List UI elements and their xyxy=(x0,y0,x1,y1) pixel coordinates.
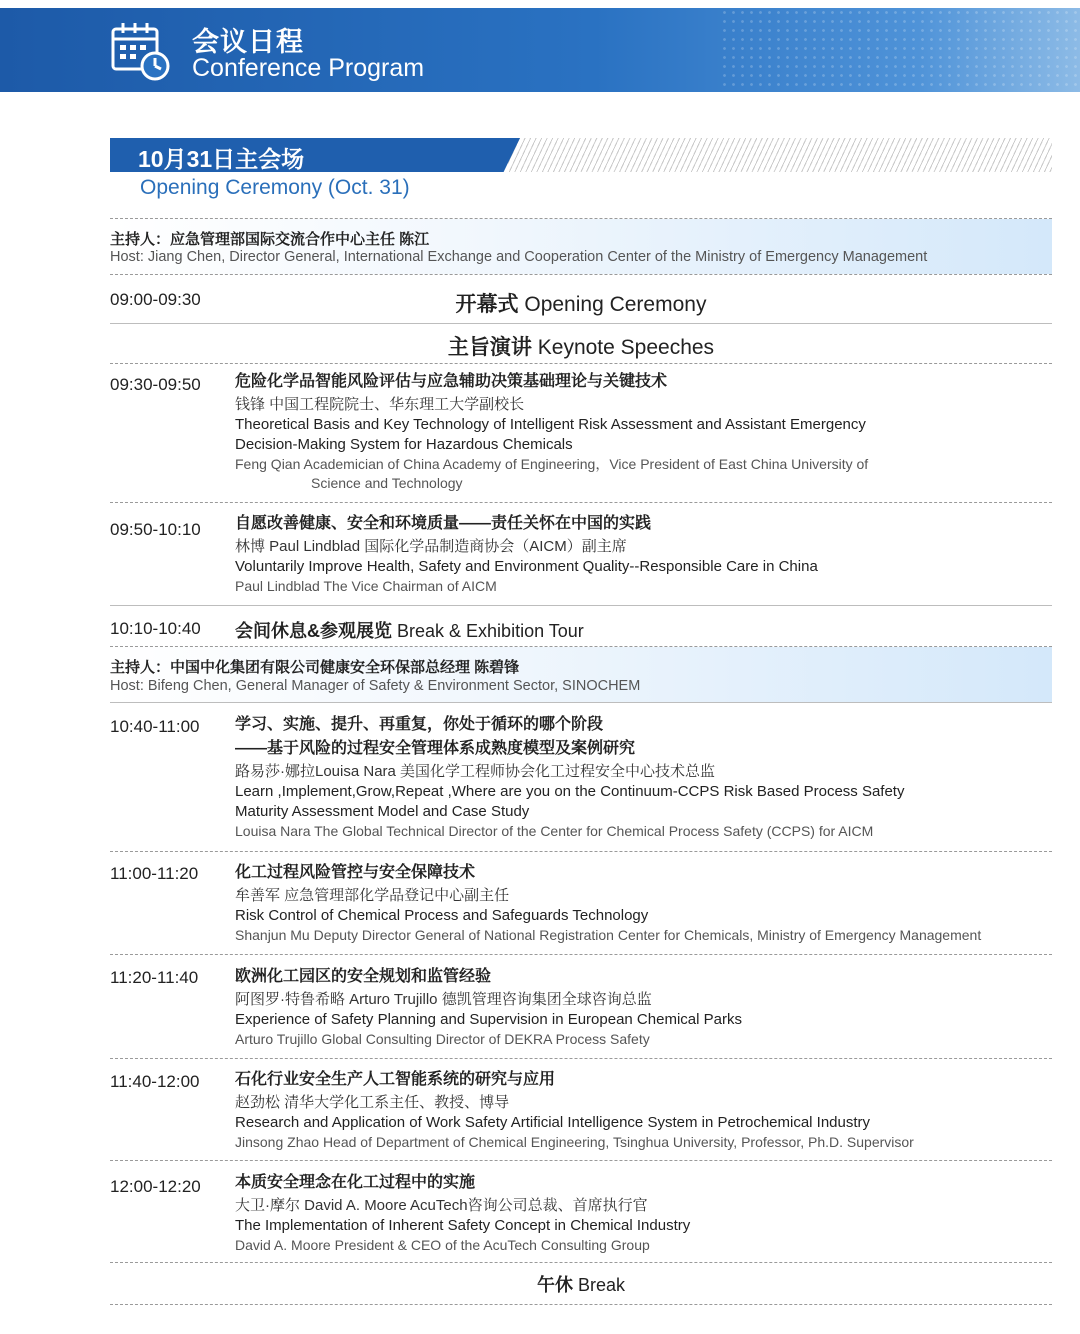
break-title-cn: 会间休息&参观展览 xyxy=(235,621,392,641)
session-title-en: Theoretical Basis and Key Technology of Intelligent Risk Assessment and Assistant Emergency xyxy=(235,416,866,433)
section-label: 10月31日主会场 xyxy=(138,146,305,172)
host-en: Host: Bifeng Chen, General Manager of Safety & Environment Sector, SINOCHEM xyxy=(110,678,641,694)
session-title-en: Research and Application of Work Safety Artificial Intelligence System in Petrochemical Industry xyxy=(235,1114,871,1131)
session-title-cn: 欧洲化工园区的安全规划和监管经验 xyxy=(235,968,492,985)
session-speaker-cn: 牟善军 应急管理部化学品登记中心副主任 xyxy=(235,887,510,904)
divider xyxy=(110,954,1052,955)
session-affiliation-en: David A. Moore President & CEO of the AcuTech Consulting Group xyxy=(235,1237,650,1253)
session-title-en: Maturity Assessment Model and Case Study xyxy=(235,803,530,820)
divider xyxy=(110,1160,1052,1161)
session-title-cn: 化工过程风险管控与安全保障技术 xyxy=(235,864,476,881)
session-block xyxy=(235,861,1065,945)
session-title-en: The Implementation of Inherent Safety Concept in Chemical Industry xyxy=(235,1217,691,1234)
session-title-en: Decision-Making System for Hazardous Chemicals xyxy=(235,436,573,453)
opening-title xyxy=(110,288,1052,318)
session-speaker-cn: 大卫·摩尔 David A. Moore AcuTech咨询公司总裁、首席执行官 xyxy=(235,1197,648,1214)
host-cn: 主持人：应急管理部国际交流合作中心主任 陈江 xyxy=(110,231,430,248)
session-block xyxy=(235,512,1065,596)
lunch-title-cn: 午休 xyxy=(536,1275,573,1295)
session-time: 09:30-09:50 xyxy=(110,375,201,394)
header-banner xyxy=(0,8,1080,92)
session-time: 10:10-10:40 xyxy=(110,619,201,638)
session-time: 11:40-12:00 xyxy=(110,1072,200,1091)
divider xyxy=(110,1058,1052,1059)
opening-title-en: Opening Ceremony xyxy=(524,293,707,316)
section-bar xyxy=(110,138,1052,172)
lunch-title-en: Break xyxy=(577,1275,626,1295)
session-title-cn: 危险化学品智能风险评估与应急辅助决策基础理论与关键技术 xyxy=(235,373,668,390)
keynote-title xyxy=(110,331,1052,361)
session-affiliation-en: Paul Lindblad The Vice Chairman of AICM xyxy=(235,578,497,594)
session-block xyxy=(235,1171,1065,1255)
keynote-title-en: Keynote Speeches xyxy=(537,336,715,359)
section-hatch-pattern xyxy=(508,138,1052,172)
host-cn: 主持人：中国中化集团有限公司健康安全环保部总经理 陈碧锋 xyxy=(110,659,520,676)
keynote-title-cn: 主旨演讲 xyxy=(447,336,532,359)
session-block xyxy=(235,1068,1065,1152)
session-speaker-cn: 阿图罗·特鲁希略 Arturo Trujillo 德凯管理咨询集团全球咨询总监 xyxy=(235,991,652,1008)
session-affiliation-en: Arturo Trujillo Global Consulting Director of DEKRA Process Safety xyxy=(235,1031,650,1047)
divider xyxy=(110,1262,1052,1263)
banner-dot-pattern xyxy=(720,8,1080,92)
session-block xyxy=(235,370,1065,493)
session-time: 09:00-09:30 xyxy=(110,290,201,309)
divider xyxy=(110,502,1052,503)
session-block xyxy=(235,965,1065,1049)
divider xyxy=(110,605,1052,606)
session-speaker-cn: 赵劲松 清华大学化工系主任、教授、博导 xyxy=(235,1094,510,1111)
session-title-cn: 自愿改善健康、安全和环境质量——责任关怀在中国的实践 xyxy=(235,515,652,532)
session-title-en: Experience of Safety Planning and Supervision in European Chemical Parks xyxy=(235,1011,742,1028)
section-subtitle: Opening Ceremony (Oct. 31) xyxy=(140,176,410,199)
session-block xyxy=(235,713,1065,841)
session-time: 12:00-12:20 xyxy=(110,1177,201,1196)
session-affiliation-en: Shanjun Mu Deputy Director General of National Registration Center for Chemicals, Ministry of Emergency Management xyxy=(235,927,982,943)
lunch-title xyxy=(110,1271,1052,1297)
session-title-en: Risk Control of Chemical Process and Safeguards Technology xyxy=(235,907,649,924)
divider xyxy=(110,274,1052,275)
session-title-en: Learn ,Implement,Grow,Repeat ,Where are you on the Continuum-CCPS Risk Based Process Safety xyxy=(235,783,905,800)
opening-title-cn: 开幕式 xyxy=(455,293,519,316)
session-time: 11:00-11:20 xyxy=(110,864,199,883)
header-title-cn: 会议日程 xyxy=(192,27,304,57)
session-title-cn: 本质安全理念在化工过程中的实施 xyxy=(235,1174,476,1191)
session-affiliation-en: Louisa Nara The Global Technical Director of the Center for Chemical Process Safety (CCPS) for AICM xyxy=(235,823,874,839)
divider xyxy=(110,363,1052,364)
session-title-cn-2: ——基于风险的过程安全管理体系成熟度模型及案例研究 xyxy=(235,740,636,757)
break-title xyxy=(235,617,584,643)
host-en: Host: Jiang Chen, Director General, International Exchange and Cooperation Center of the Ministry of Emergency Management xyxy=(110,249,928,265)
session-affiliation-en: Science and Technology xyxy=(311,475,463,491)
divider xyxy=(110,1304,1052,1305)
session-title-cn: 学习、实施、提升、再重复，你处于循环的哪个阶段 xyxy=(235,716,604,733)
session-speaker-cn: 路易莎·娜拉Louisa Nara 美国化学工程师协会化工过程安全中心技术总监 xyxy=(235,763,716,780)
session-affiliation-en: Feng Qian Academician of China Academy of Engineering，Vice President of East China University of xyxy=(235,456,869,472)
session-speaker-cn: 林博 Paul Lindblad 国际化学品制造商协会（AICM）副主席 xyxy=(235,538,627,555)
session-title-en: Voluntarily Improve Health, Safety and Environment Quality--Responsible Care in China xyxy=(235,558,818,575)
divider xyxy=(110,851,1052,852)
session-affiliation-en: Jinsong Zhao Head of Department of Chemical Engineering, Tsinghua University, Professor, Ph.D. Supervisor xyxy=(235,1134,914,1150)
divider xyxy=(110,702,1052,703)
divider xyxy=(110,323,1052,324)
calendar-clock-icon xyxy=(110,20,172,82)
session-speaker-cn: 钱锋 中国工程院院士、华东理工大学副校长 xyxy=(235,396,525,413)
session-time: 10:40-11:00 xyxy=(110,717,200,736)
session-title-cn: 石化行业安全生产人工智能系统的研究与应用 xyxy=(235,1071,556,1088)
header-title-en: Conference Program xyxy=(192,54,425,82)
session-time: 11:20-11:40 xyxy=(110,968,199,987)
break-title-en: Break & Exhibition Tour xyxy=(397,621,584,641)
session-time: 09:50-10:10 xyxy=(110,520,201,539)
